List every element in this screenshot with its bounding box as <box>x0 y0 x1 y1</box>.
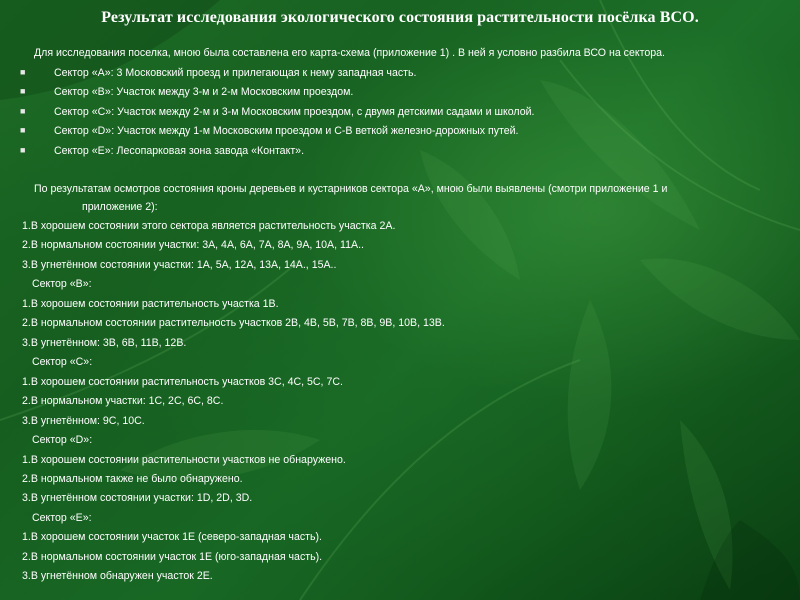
slide-title: Результат исследования экологического состояния растительности посёлка ВСО. <box>101 9 699 26</box>
sector-list-item-label: Сектор «D»: Участок между 1-м Московским проездом и С-В веткой железно-дорожных путей. <box>54 125 519 137</box>
square-bullet-icon: ■ <box>20 67 26 77</box>
intro-text: Для исследования поселка, мною была составлена его карта-схема (приложение 1) . В ней я условно разбила ВСО на сектора. <box>34 47 665 59</box>
sector-b-heading: Сектор «В»: <box>32 278 92 290</box>
sector-d-heading: Сектор «D»: <box>32 434 93 446</box>
sector-a-item-2: 2.В нормальном состоянии участки: 3А, 4А, 6А, 7А, 8А, 9А, 10А, 11А.. <box>22 239 364 251</box>
sector-d-item-3: 3.В угнетённом состоянии участки: 1D, 2D, 3D. <box>22 492 253 504</box>
sector-c-item-1: 1.В хорошем состоянии растительность участков 3С, 4С, 5С, 7С. <box>22 376 343 388</box>
sector-d-item-2: 2.В нормальном также не было обнаружено. <box>22 473 243 485</box>
sector-a-item-3: 3.В угнетённом состоянии участки: 1А, 5А, 12А, 13А, 14А., 15А.. <box>22 259 337 271</box>
results-intro-line-2: приложение 2): <box>82 201 158 213</box>
sector-list-item-label: Сектор «С»: Участок между 2-м и 3-м Московским проездом, с двумя детскими садами и школой. <box>54 106 535 118</box>
square-bullet-icon: ■ <box>20 106 26 116</box>
sector-list-item <box>22 145 304 157</box>
sector-d-item-1: 1.В хорошем состоянии растительности участков не обнаружено. <box>22 454 346 466</box>
sector-a-item-1: 1.В хорошем состоянии этого сектора является растительность участка 2А. <box>22 220 396 232</box>
sector-e-heading: Сектор «Е»: <box>32 512 92 524</box>
sector-b-item-3: 3.В угнетённом: 3В, 6В, 11В, 12В. <box>22 337 187 349</box>
sector-list-item <box>22 125 519 137</box>
sector-list-item-label: Сектор «Е»: Лесопарковая зона завода «Контакт». <box>54 145 305 157</box>
sector-c-heading: Сектор «С»: <box>32 356 93 368</box>
sector-e-item-1: 1.В хорошем состоянии участок 1Е (северо-западная часть). <box>22 531 322 543</box>
sector-c-item-2: 2.В нормальном участки: 1С, 2С, 6С, 8С. <box>22 395 224 407</box>
sector-e-item-3: 3.В угнетённом обнаружен участок 2Е. <box>22 570 213 582</box>
results-intro-line-1: По результатам осмотров состояния кроны деревьев и кустарников сектора «А», мною были выявлены (смотри приложение 1 и <box>34 183 668 195</box>
square-bullet-icon: ■ <box>20 125 26 135</box>
square-bullet-icon: ■ <box>20 145 26 155</box>
square-bullet-icon: ■ <box>20 86 26 96</box>
sector-list-item-label: Сектор «А»: 3 Московский проезд и прилегающая к нему западная часть. <box>54 67 417 79</box>
sector-list-item <box>22 67 416 79</box>
sector-b-item-2: 2.В нормальном состоянии растительность участков 2В, 4В, 5В, 7В, 8В, 9В, 10В, 13В. <box>22 317 445 329</box>
sector-c-item-3: 3.В угнетённом: 9С, 10С. <box>22 415 145 427</box>
sector-list-item-label: Сектор «В»: Участок между 3-м и 2-м Московским проездом. <box>54 86 354 98</box>
sector-b-item-1: 1.В хорошем состоянии растительность участка 1В. <box>22 298 279 310</box>
sector-e-item-2: 2.В нормальном состоянии участок 1Е (юго-западная часть). <box>22 551 323 563</box>
sector-list-item <box>22 106 534 118</box>
sector-list-item <box>22 86 353 98</box>
